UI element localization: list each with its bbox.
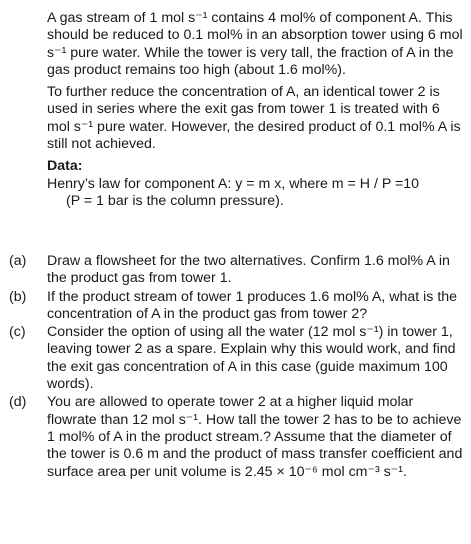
question-text: Draw a flowsheet for the two alternatives. Confirm 1.6 mol% A in the product gas from tower 1. — [47, 253, 450, 287]
question-text: You are allowed to operate tower 2 at a higher liquid molar flowrate than 12 mol s⁻¹. How tall the tower 2 has to be to achieve 1 mol% of A in the product stream.? Assume that the diameter of the tower is 0.6 m and the product of mass transfer coefficient and surface area per unit volume is 2.45 × 10⁻⁶ mol cm⁻³ s⁻¹. — [47, 394, 463, 480]
data-heading: Data: — [47, 158, 83, 175]
question-c — [9, 324, 465, 393]
question-a — [9, 253, 465, 288]
intro-paragraph-1: A gas stream of 1 mol s⁻¹ contains 4 mol% of component A. This should be reduced to 0.1 mol% in an absorption tower using 6 mol s⁻¹ pure water. While the tower is very tall, the fraction of A in the gas product remains too high (about 1.6 mol%). — [47, 10, 463, 78]
question-label: (d) — [9, 394, 27, 411]
intro-paragraph-2: To further reduce the concentration of A, an identical tower 2 is used in series where the exit gas from tower 1 is treated with 6 mol s⁻¹ pure water. However, the desired product of 0.1 mol% A is still not achieved. — [47, 84, 461, 153]
pressure-note: (P = 1 bar is the column pressure). — [66, 192, 284, 209]
question-label: (a) — [9, 253, 27, 269]
henrys-law-line: Henry’s law for component A: y = m x, where m = H / P =10 — [47, 175, 420, 192]
question-d — [9, 394, 465, 480]
question-label: (c) — [9, 324, 26, 341]
question-text: Consider the option of using all the water (12 mol s⁻¹) in tower 1, leaving tower 2 as a spare. Explain why this would work, and find the exit gas concentration of A in this case (guide maximum 100 words). — [47, 324, 456, 393]
question-label: (b) — [9, 288, 27, 305]
question-text: If the product stream of tower 1 produces 1.6 mol% A, what is the concentration of A in the product gas from tower 2? — [47, 288, 458, 322]
question-b — [9, 289, 465, 324]
data-section — [47, 158, 465, 210]
question-list — [9, 253, 465, 481]
problem-intro — [47, 10, 465, 210]
